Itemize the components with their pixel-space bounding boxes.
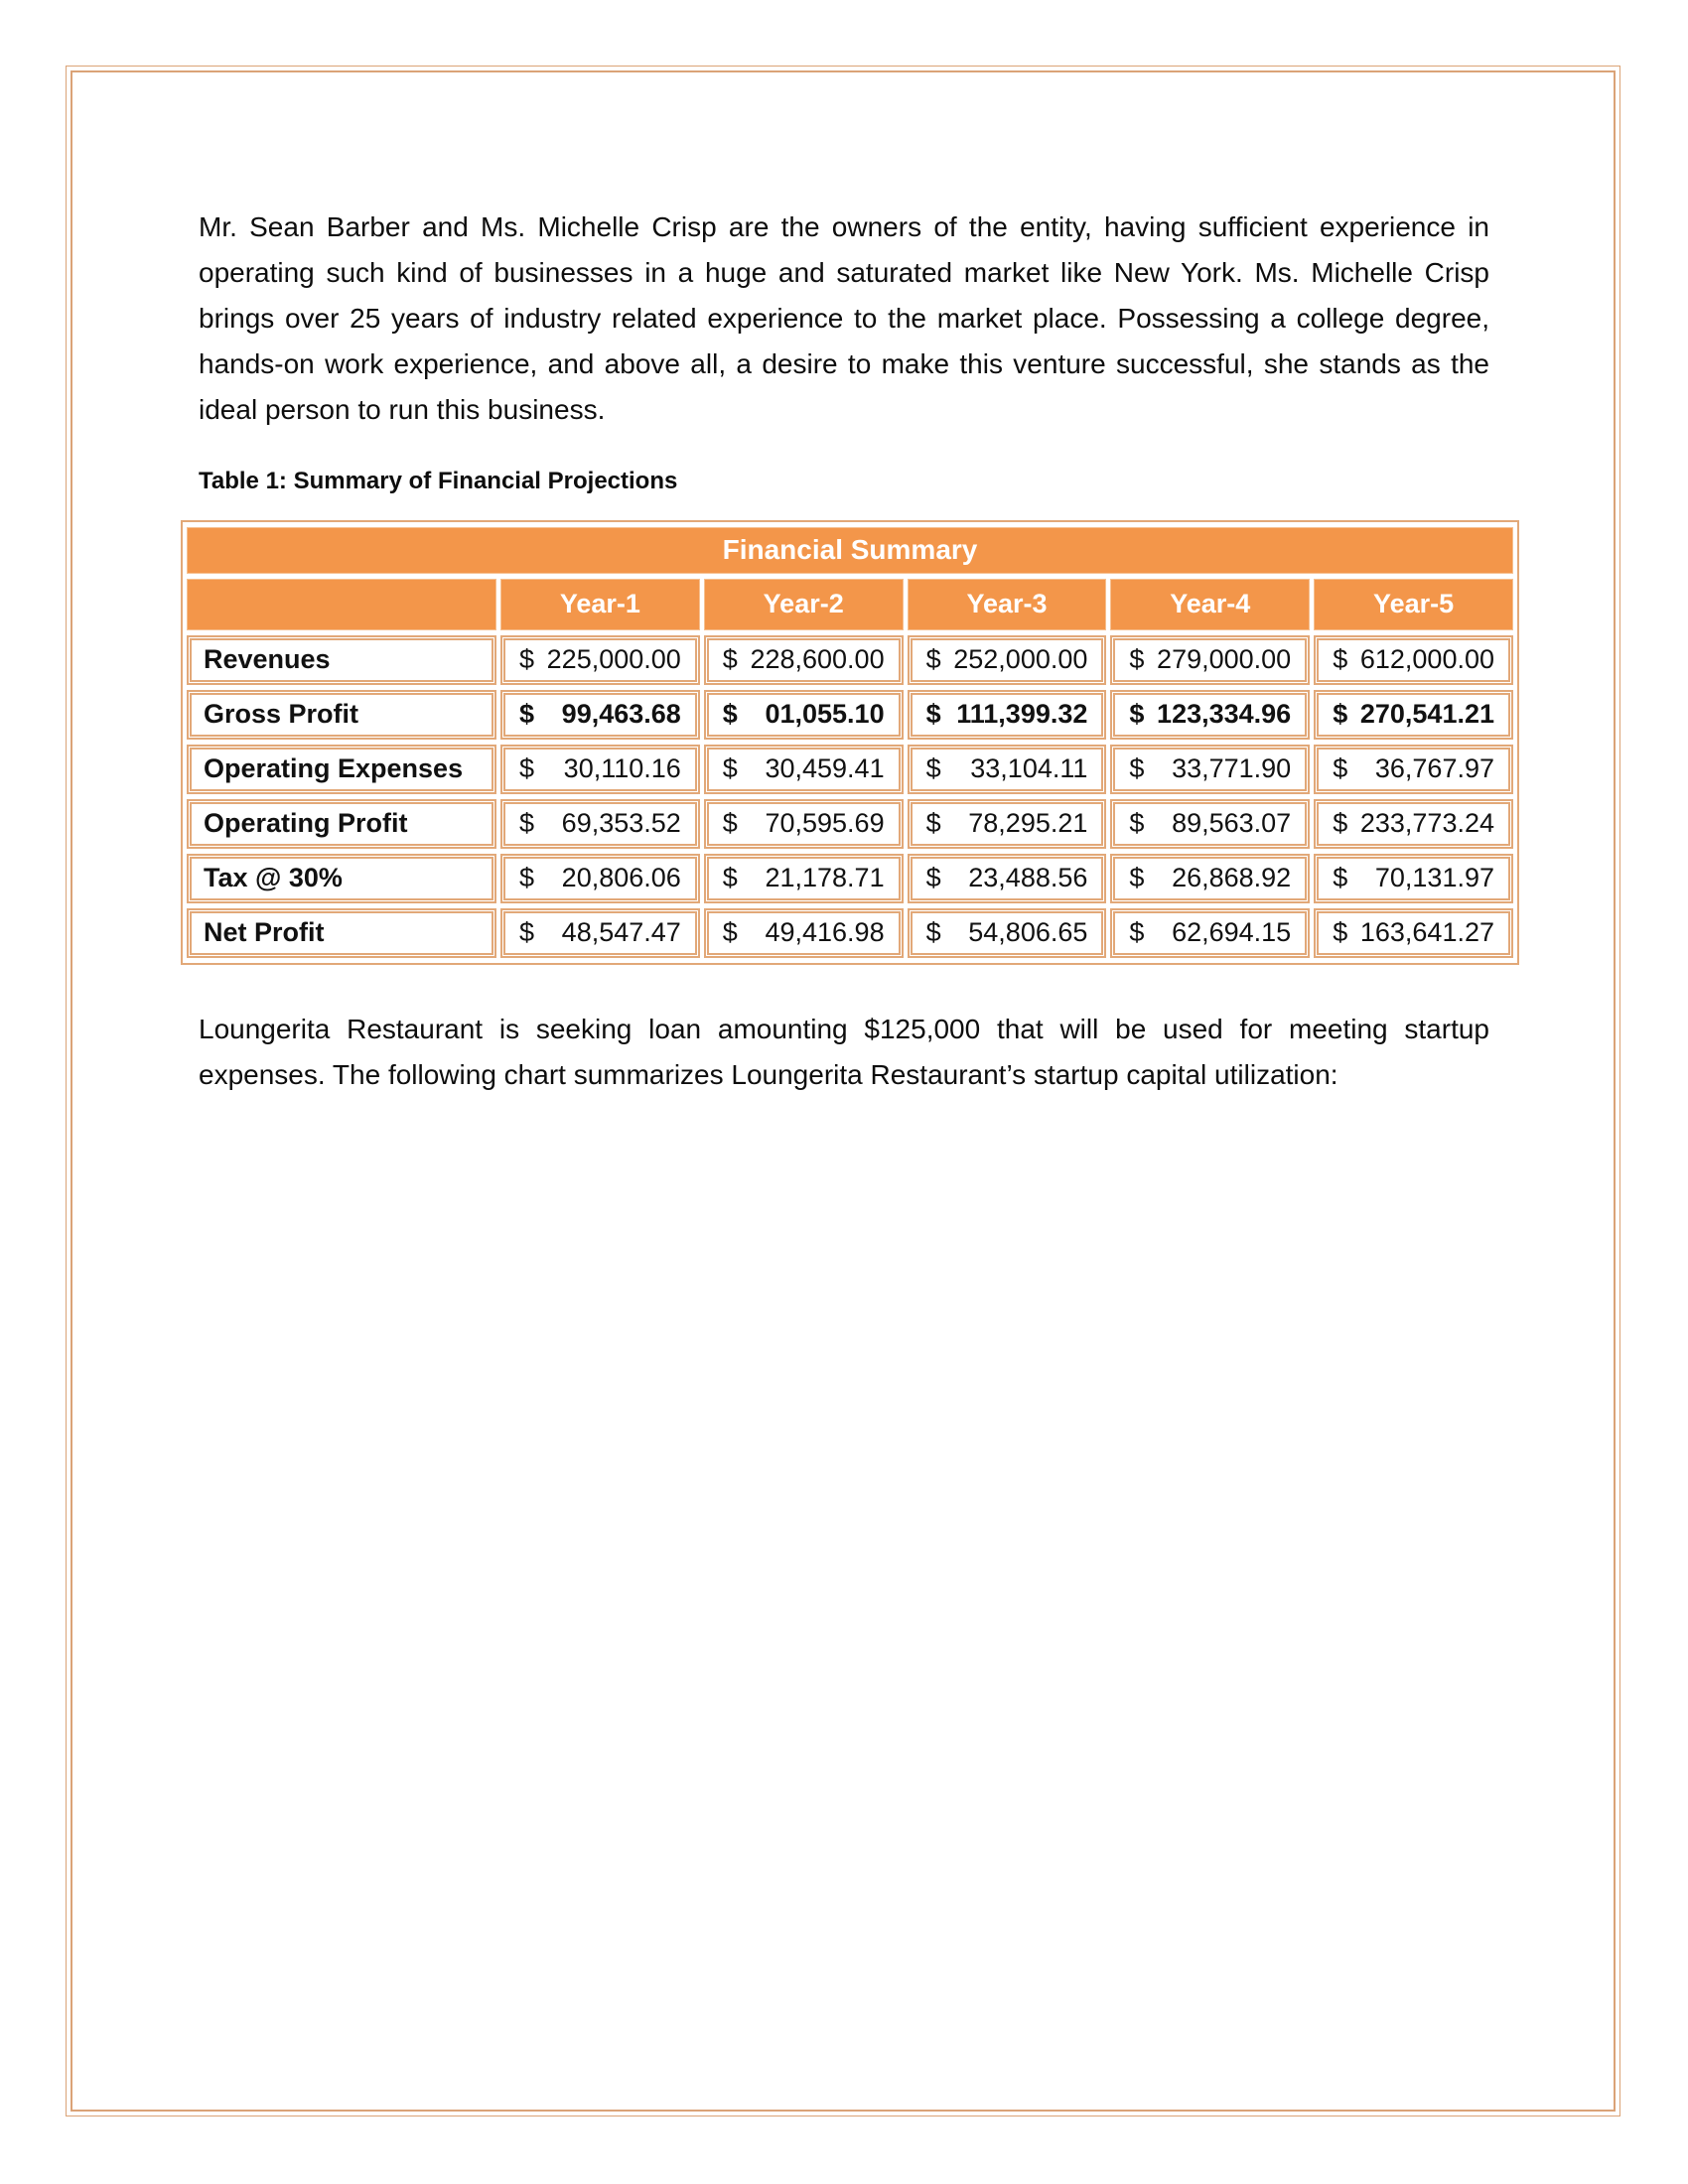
row-label: Operating Profit [187, 799, 496, 849]
currency-symbol: $ [1333, 863, 1348, 892]
table-cell-value [704, 854, 904, 903]
table-cell-value [908, 745, 1107, 794]
currency-symbol: $ [519, 917, 535, 947]
cell-amount: 20,806.06 [561, 863, 681, 892]
currency-symbol: $ [1129, 644, 1145, 674]
table-cell-value [1314, 799, 1513, 849]
cell-amount: 33,771.90 [1172, 753, 1292, 783]
table-cell-value [500, 799, 700, 849]
table-cell-value [1314, 908, 1513, 958]
cell-amount: 70,131.97 [1374, 863, 1494, 892]
cell-amount: 21,178.71 [765, 863, 885, 892]
table-cell-value [500, 745, 700, 794]
row-label: Operating Expenses [187, 745, 496, 794]
table-cell-value [908, 635, 1107, 685]
currency-symbol: $ [925, 808, 941, 838]
currency-symbol: $ [1129, 753, 1145, 783]
cell-amount: 54,806.65 [968, 917, 1088, 947]
currency-symbol: $ [722, 863, 738, 892]
table-row [187, 690, 1513, 740]
table-cell-value [1110, 635, 1310, 685]
table-header-row [187, 579, 1513, 630]
cell-amount: 49,416.98 [765, 917, 885, 947]
table-row [187, 799, 1513, 849]
cell-amount: 69,353.52 [561, 808, 681, 838]
table-title-row [187, 527, 1513, 574]
table-cell-value [1110, 745, 1310, 794]
cell-amount: 228,600.00 [750, 644, 885, 674]
cell-amount: 111,399.32 [956, 699, 1088, 729]
row-label: Net Profit [187, 908, 496, 958]
table-cell-value [1110, 908, 1310, 958]
currency-symbol: $ [925, 699, 941, 729]
cell-amount: 99,463.68 [561, 699, 681, 729]
cell-amount: 70,595.69 [765, 808, 885, 838]
currency-symbol: $ [925, 863, 941, 892]
cell-amount: 48,547.47 [561, 917, 681, 947]
cell-amount: 225,000.00 [546, 644, 681, 674]
currency-symbol: $ [722, 917, 738, 947]
row-label: Tax @ 30% [187, 854, 496, 903]
table-cell-value [704, 635, 904, 685]
table-row [187, 635, 1513, 685]
currency-symbol: $ [519, 808, 535, 838]
currency-symbol: $ [1333, 808, 1348, 838]
table-cell-value [1110, 690, 1310, 740]
table-title: Financial Summary [187, 527, 1513, 574]
table-cell-value [704, 745, 904, 794]
table-cell-value [704, 690, 904, 740]
cell-amount: 30,459.41 [765, 753, 885, 783]
cell-amount: 270,541.21 [1359, 699, 1494, 729]
cell-amount: 78,295.21 [968, 808, 1088, 838]
table-cell-value [500, 854, 700, 903]
loan-paragraph: Loungerita Restaurant is seeking loan amounting $125,000 that will be used for meeting startup expenses. The following chart summarizes Loungerita Restaurant’s startup capital utilization: [199, 1014, 1489, 1090]
table-header-empty [187, 579, 496, 630]
currency-symbol: $ [519, 863, 535, 892]
table-cell-value [1314, 854, 1513, 903]
table-cell-value [500, 690, 700, 740]
currency-symbol: $ [1333, 753, 1348, 783]
row-label: Gross Profit [187, 690, 496, 740]
currency-symbol: $ [722, 644, 738, 674]
cell-amount: 30,110.16 [563, 753, 681, 783]
currency-symbol: $ [722, 699, 738, 729]
currency-symbol: $ [1129, 863, 1145, 892]
currency-symbol: $ [1129, 917, 1145, 947]
table-cell-value [1314, 690, 1513, 740]
table-cell-value [908, 908, 1107, 958]
currency-symbol: $ [925, 753, 941, 783]
cell-amount: 62,694.15 [1172, 917, 1292, 947]
currency-symbol: $ [925, 644, 941, 674]
table-header-year-2: Year-2 [704, 579, 904, 630]
currency-symbol: $ [722, 753, 738, 783]
cell-amount: 01,055.10 [765, 699, 885, 729]
currency-symbol: $ [925, 917, 941, 947]
cell-amount: 233,773.24 [1359, 808, 1494, 838]
table-row [187, 854, 1513, 903]
table-cell-value [500, 635, 700, 685]
row-label: Revenues [187, 635, 496, 685]
currency-symbol: $ [722, 808, 738, 838]
table-cell-value [1110, 799, 1310, 849]
cell-amount: 612,000.00 [1359, 644, 1494, 674]
financial-summary-table [181, 520, 1519, 965]
cell-amount: 252,000.00 [953, 644, 1088, 674]
table-cell-value [1314, 635, 1513, 685]
currency-symbol: $ [1333, 644, 1348, 674]
table-cell-value [908, 799, 1107, 849]
table-caption: Table 1: Summary of Financial Projections [199, 468, 678, 494]
intro-paragraph: Mr. Sean Barber and Ms. Michelle Crisp are the owners of the entity, having sufficient experience in operating such kind of businesses in a huge and saturated market like New York. Ms. Michelle Crisp brings over 25 years of industry related experience to the market place. Possessing a college degree, hands-on work experience, and above all, a desire to make this venture successful, she stands as the ideal person to run this business. [199, 211, 1489, 425]
table-header-year-4: Year-4 [1110, 579, 1310, 630]
cell-amount: 163,641.27 [1359, 917, 1494, 947]
table-cell-value [1314, 745, 1513, 794]
table-cell-value [704, 799, 904, 849]
cell-amount: 279,000.00 [1157, 644, 1292, 674]
table-header-year-1: Year-1 [500, 579, 700, 630]
table-cell-value [500, 908, 700, 958]
currency-symbol: $ [1333, 699, 1348, 729]
cell-amount: 26,868.92 [1172, 863, 1292, 892]
table-cell-value [908, 690, 1107, 740]
table-header-year-3: Year-3 [908, 579, 1107, 630]
cell-amount: 33,104.11 [970, 753, 1088, 783]
table-row [187, 908, 1513, 958]
page-content [199, 205, 1494, 1098]
cell-amount: 123,334.96 [1157, 699, 1292, 729]
table-header-year-5: Year-5 [1314, 579, 1513, 630]
table-cell-value [908, 854, 1107, 903]
currency-symbol: $ [1129, 699, 1145, 729]
currency-symbol: $ [1333, 917, 1348, 947]
cell-amount: 89,563.07 [1172, 808, 1292, 838]
table-row [187, 745, 1513, 794]
currency-symbol: $ [519, 644, 535, 674]
currency-symbol: $ [1129, 808, 1145, 838]
cell-amount: 36,767.97 [1374, 753, 1494, 783]
table-cell-value [1110, 854, 1310, 903]
currency-symbol: $ [519, 753, 535, 783]
currency-symbol: $ [519, 699, 535, 729]
table-cell-value [704, 908, 904, 958]
cell-amount: 23,488.56 [968, 863, 1088, 892]
